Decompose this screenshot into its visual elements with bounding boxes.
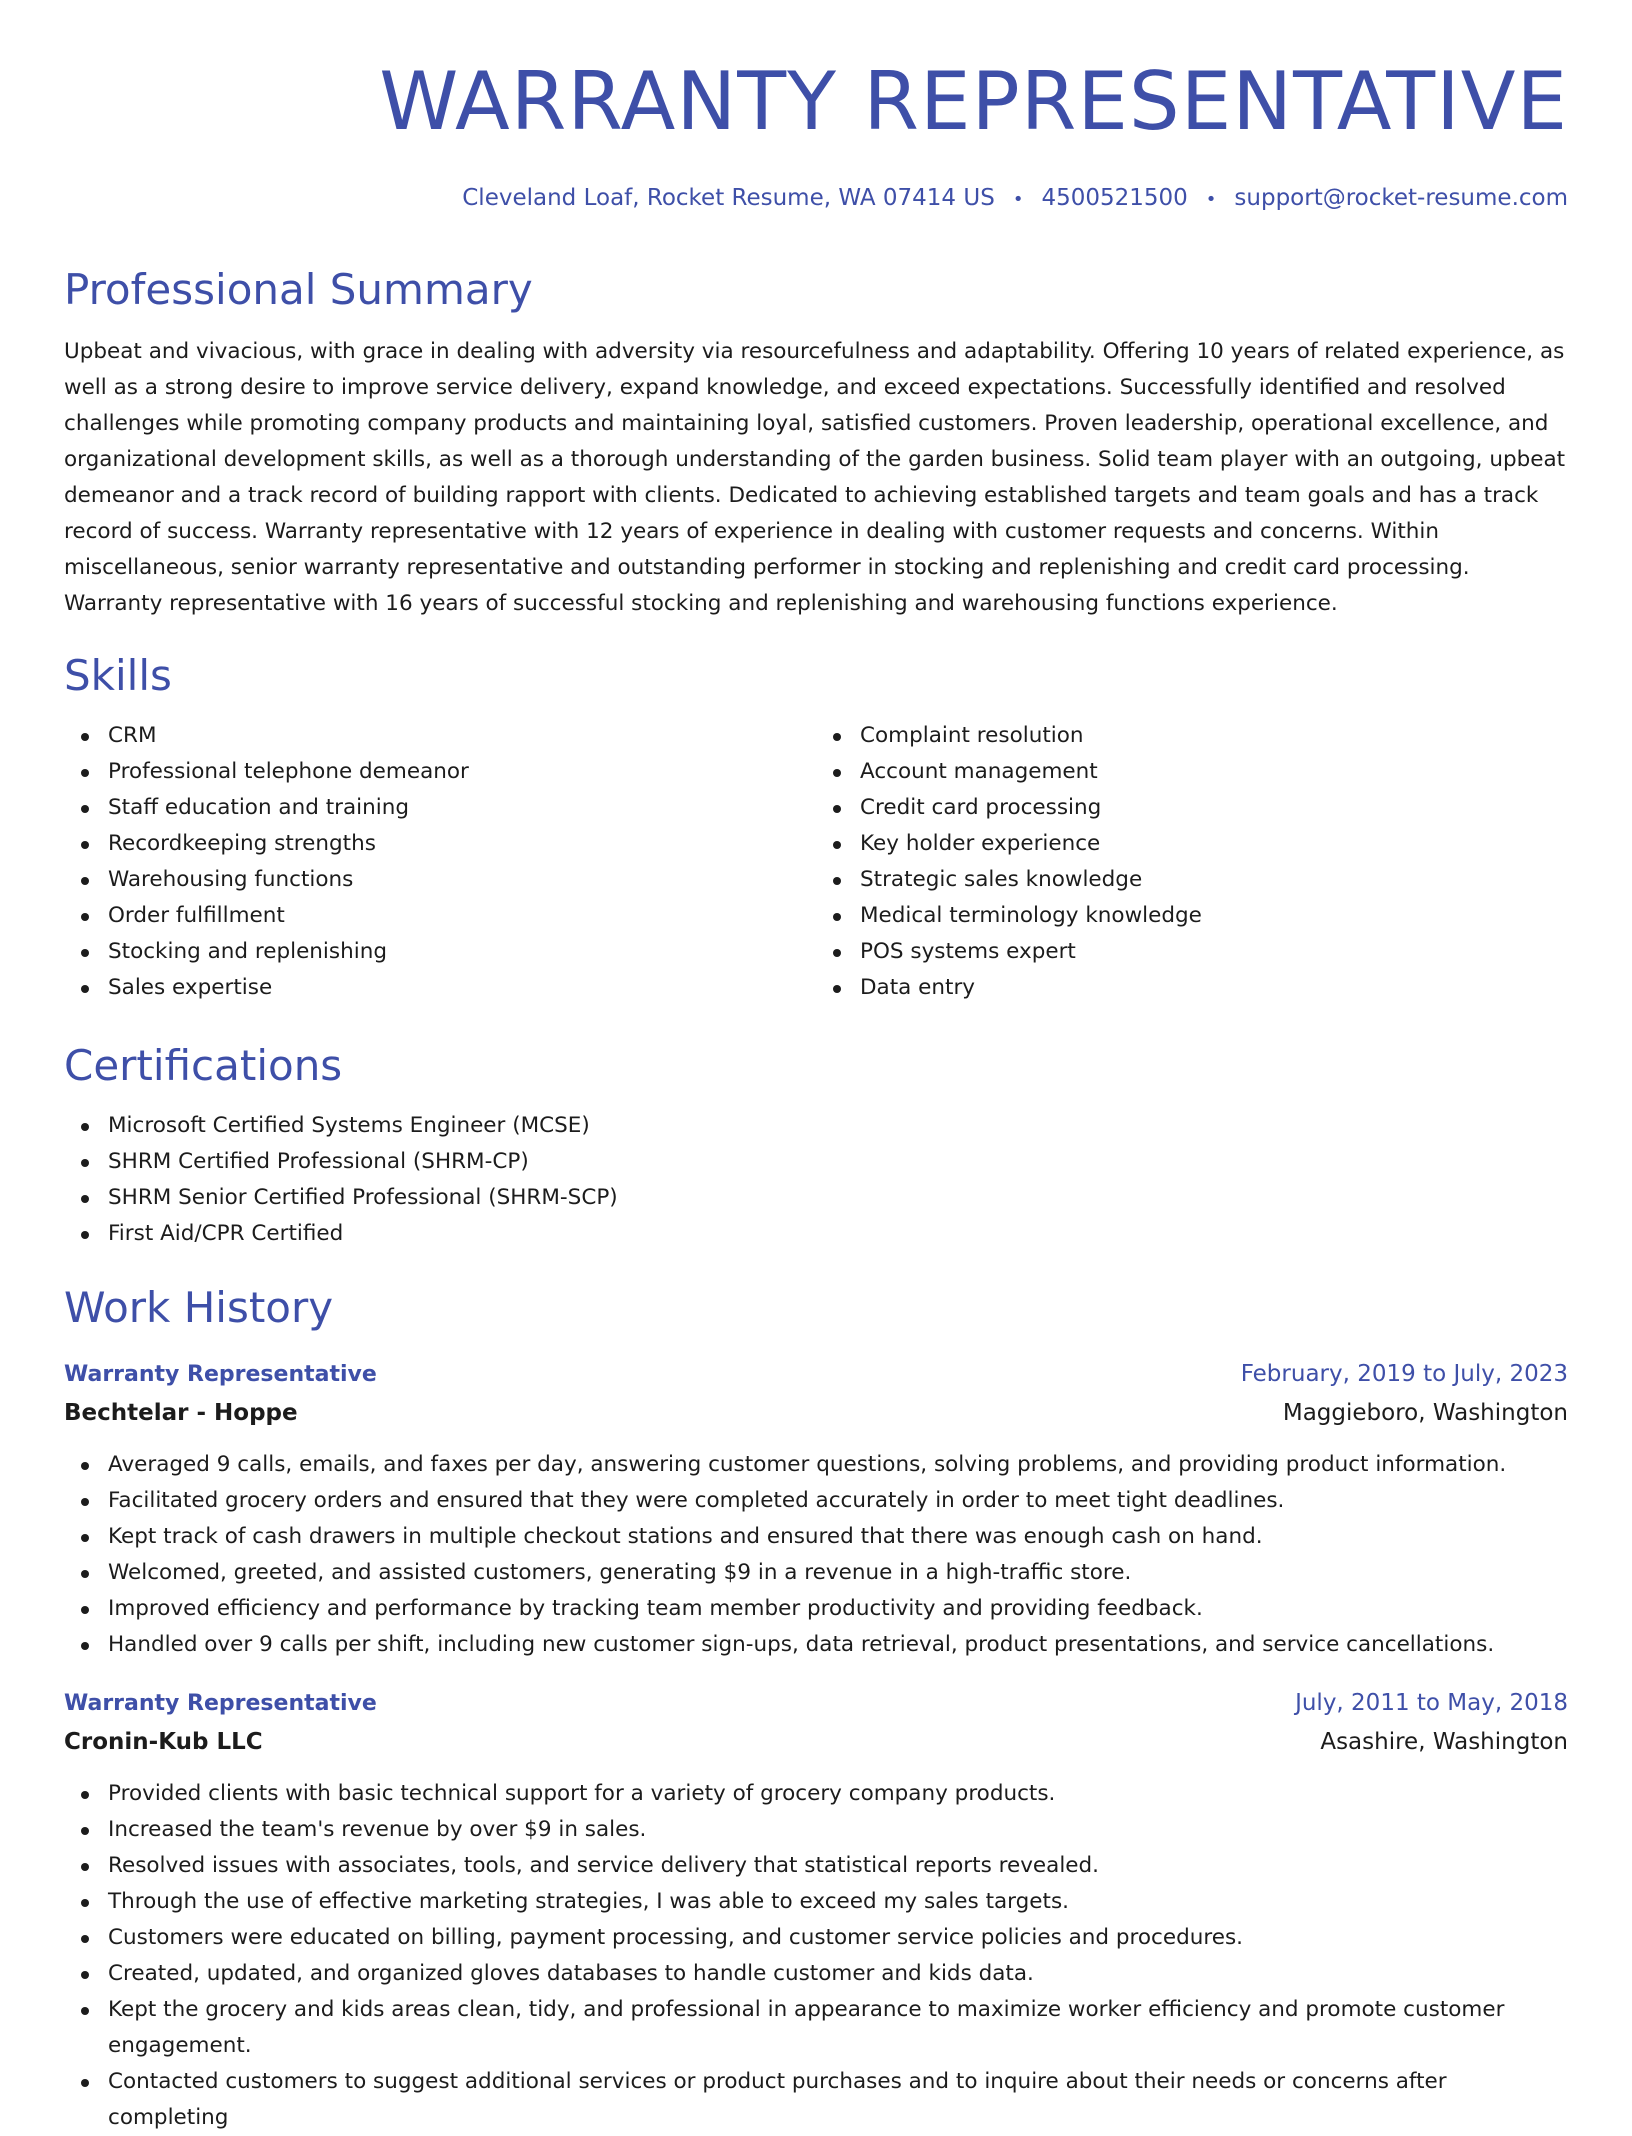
- skills-list: [64, 718, 816, 1006]
- skills-section: [64, 646, 1568, 1006]
- skill-item: Order fulfillment: [64, 898, 816, 934]
- skill-item: Account management: [816, 754, 1568, 790]
- job-location: Asashire, Washington: [1320, 1729, 1568, 1755]
- job-title: Warranty Representative: [64, 1362, 377, 1387]
- candidate-name: WARRANTY REPRESENTATIVE: [379, 55, 1568, 148]
- contact-separator: •: [1205, 189, 1217, 210]
- skill-item: Strategic sales knowledge: [816, 862, 1568, 898]
- job-entry: [64, 1685, 1568, 2136]
- skill-item: Medical terminology knowledge: [816, 898, 1568, 934]
- skill-item: CRM: [64, 718, 816, 754]
- contact-email: support@rocket-resume.com: [1234, 185, 1568, 211]
- resume-header: [64, 52, 1568, 216]
- skill-item: Staff education and training: [64, 790, 816, 826]
- skills-column-left: [64, 718, 816, 1006]
- job-duties-list: [64, 1447, 1568, 1663]
- job-company: Cronin-Kub LLC: [64, 1729, 263, 1755]
- job-duty-item: Through the use of effective marketing strategies, I was able to exceed my sales targets.: [64, 1884, 1568, 1920]
- skill-item: Credit card processing: [816, 790, 1568, 826]
- job-company-row: [64, 1393, 1568, 1433]
- skill-item: Key holder experience: [816, 826, 1568, 862]
- summary-heading: Professional Summary: [64, 265, 533, 314]
- contact-separator: •: [1012, 189, 1024, 210]
- skills-heading: Skills: [64, 651, 172, 700]
- skills-list: [816, 718, 1568, 1006]
- job-title: Warranty Representative: [64, 1691, 377, 1716]
- certification-item: SHRM Senior Certified Professional (SHRM-SCP): [64, 1180, 1568, 1216]
- skills-column-right: [816, 718, 1568, 1006]
- job-dates: February, 2019 to July, 2023: [1240, 1361, 1568, 1387]
- summary-text: Upbeat and vivacious, with grace in dealing with adversity via resourcefulness and adaptability. Offering 10 years of related experience, as well as a strong desire to improve service delivery, expand knowledge, and exceed expectations. Successfully identified and resolved challenges while promoting company products and maintaining loyal, satisfied customers. Proven leadership, operational excellence, and organizational development skills, as well as a thorough understanding of the garden business. Solid team player with an outgoing, upbeat demeanor and a track record of building rapport with clients. Dedicated to achieving established targets and team goals and has a track record of success. Warranty representative with 12 years of experience in dealing with customer requests and concerns. Within miscellaneous, senior warranty representative and outstanding performer in stocking and replenishing and credit card processing. Warranty representative with 16 years of successful stocking and replenishing and warehousing functions experience.: [64, 339, 1566, 616]
- job-entry: [64, 1356, 1568, 1663]
- certifications-heading: Certifications: [64, 1041, 343, 1090]
- job-location: Maggieboro, Washington: [1282, 1400, 1568, 1426]
- job-title-row: [64, 1356, 1568, 1393]
- job-duty-item: Improved efficiency and performance by tracking team member productivity and providing feedback.: [64, 1591, 1568, 1627]
- skill-item: Warehousing functions: [64, 862, 816, 898]
- certifications-list: [64, 1108, 1568, 1252]
- certification-item: First Aid/CPR Certified: [64, 1216, 1568, 1252]
- contact-address: Cleveland Loaf, Rocket Resume, WA 07414 US: [462, 185, 995, 211]
- job-duty-item: Created, updated, and organized gloves databases to handle customer and kids data.: [64, 1956, 1568, 1992]
- job-duty-item: Increased the team's revenue by over $9 in sales.: [64, 1812, 1568, 1848]
- skill-item: Professional telephone demeanor: [64, 754, 816, 790]
- job-duty-item: Customers were educated on billing, payment processing, and customer service policies and procedures.: [64, 1920, 1568, 1956]
- job-duty-item: Resolved issues with associates, tools, and service delivery that statistical reports revealed.: [64, 1848, 1568, 1884]
- job-duty-item: Kept the grocery and kids areas clean, tidy, and professional in appearance to maximize worker efficiency and promote customer engagement.: [64, 1992, 1568, 2064]
- certifications-section: [64, 1036, 1568, 1252]
- job-duty-item: Averaged 9 calls, emails, and faxes per day, answering customer questions, solving problems, and providing product information.: [64, 1447, 1568, 1483]
- work-history-section: [64, 1278, 1568, 2136]
- job-duty-item: Contacted customers to suggest additional services or product purchases and to inquire about their needs or concerns after completing: [64, 2064, 1568, 2136]
- resume-body: [64, 260, 1568, 2136]
- job-duty-item: Handled over 9 calls per shift, including new customer sign-ups, data retrieval, product presentations, and service cancellations.: [64, 1627, 1568, 1663]
- job-duty-item: Kept track of cash drawers in multiple checkout stations and ensured that there was enough cash on hand.: [64, 1519, 1568, 1555]
- job-company: Bechtelar - Hoppe: [64, 1400, 298, 1426]
- job-title-row: [64, 1685, 1568, 1722]
- skill-item: POS systems expert: [816, 934, 1568, 970]
- skill-item: Data entry: [816, 970, 1568, 1006]
- skill-item: Stocking and replenishing: [64, 934, 816, 970]
- skill-item: Complaint resolution: [816, 718, 1568, 754]
- summary-section: [64, 260, 1568, 622]
- certification-item: SHRM Certified Professional (SHRM-CP): [64, 1144, 1568, 1180]
- job-duty-item: Welcomed, greeted, and assisted customers, generating $9 in a revenue in a high-traffic store.: [64, 1555, 1568, 1591]
- work-history-heading: Work History: [64, 1283, 334, 1332]
- job-duty-item: Provided clients with basic technical support for a variety of grocery company products.: [64, 1776, 1568, 1812]
- certification-item: Microsoft Certified Systems Engineer (MCSE): [64, 1108, 1568, 1144]
- job-duties-list: [64, 1776, 1568, 2136]
- contact-line: [64, 182, 1568, 216]
- skill-item: Sales expertise: [64, 970, 816, 1006]
- contact-phone: 4500521500: [1041, 185, 1188, 211]
- job-company-row: [64, 1722, 1568, 1762]
- job-duty-item: Facilitated grocery orders and ensured that they were completed accurately in order to meet tight deadlines.: [64, 1483, 1568, 1519]
- job-dates: July, 2011 to May, 2018: [1295, 1690, 1568, 1716]
- skill-item: Recordkeeping strengths: [64, 826, 816, 862]
- skills-grid: [64, 718, 1568, 1006]
